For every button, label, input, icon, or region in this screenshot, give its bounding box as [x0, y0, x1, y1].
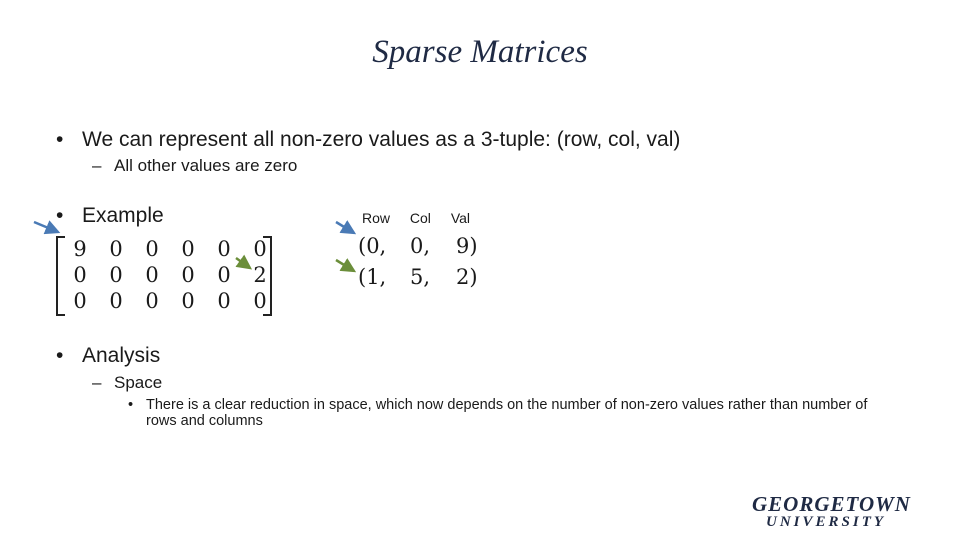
bullet-analysis	[56, 344, 161, 368]
matrix-cell: 2	[253, 263, 267, 287]
matrix-cell: 0	[145, 237, 159, 261]
slide-title: Sparse Matrices	[372, 34, 588, 70]
tuple-row-value: (1,	[358, 265, 387, 289]
subsubbullet-reduction	[128, 397, 886, 429]
logo-line-1: GEORGETOWN	[752, 492, 911, 516]
tuple-header-val: Val	[450, 210, 471, 226]
matrix-cell: 0	[181, 237, 195, 261]
blue-arrow-icon	[34, 222, 58, 232]
matrix-cell: 0	[253, 237, 267, 261]
dash-glyph: –	[92, 373, 102, 392]
matrix-cell: 0	[181, 289, 195, 313]
matrix-cell: 9	[73, 237, 87, 261]
bullet-glyph: •	[56, 344, 64, 367]
bullet-text: Example	[82, 204, 164, 227]
subsubbullet-text: There is a clear reduction in space, which now depends on the number of non-zero values rather than number of rows and columns	[146, 397, 868, 429]
tuple-val-value: 2)	[456, 265, 478, 289]
subbullet-text: Space	[114, 373, 163, 392]
tuple-row-value: (0,	[358, 234, 387, 258]
georgetown-logo	[752, 494, 942, 530]
blue-arrow-icon	[336, 222, 354, 233]
matrix-cell: 0	[145, 289, 159, 313]
matrix-cell: 0	[217, 289, 231, 313]
tuple-header-col: Col	[409, 210, 431, 226]
tuple-col-value: 0,	[410, 234, 431, 258]
matrix-cell: 0	[109, 263, 123, 287]
logo-line-2: UNIVERSITY	[766, 514, 887, 530]
matrix-cell: 0	[217, 263, 231, 287]
matrix-cell: 0	[181, 263, 195, 287]
bullet-glyph: •	[128, 397, 134, 413]
matrix-cell: 0	[145, 263, 159, 287]
subbullet-text: All other values are zero	[114, 156, 298, 175]
tuple-header-row: Row	[362, 210, 391, 226]
matrix-cell: 0	[73, 289, 87, 313]
green-arrow-icon	[336, 260, 354, 271]
bullet-text: We can represent all non-zero values as a 3-tuple: (row, col, val)	[82, 128, 681, 151]
matrix-cell: 0	[253, 289, 267, 313]
matrix-cell: 0	[217, 237, 231, 261]
subbullet-space	[92, 373, 163, 393]
bullet-glyph: •	[56, 128, 64, 151]
tuple-col-value: 5,	[410, 265, 431, 289]
matrix-cell: 0	[109, 289, 123, 313]
matrix-cell: 0	[73, 263, 87, 287]
green-arrow-icon	[236, 258, 250, 268]
dash-glyph: –	[92, 156, 102, 175]
tuple-val-value: 9)	[456, 234, 478, 258]
bullet-glyph: •	[56, 204, 64, 227]
matrix-cell: 0	[109, 237, 123, 261]
bullet-text: Analysis	[82, 344, 161, 367]
